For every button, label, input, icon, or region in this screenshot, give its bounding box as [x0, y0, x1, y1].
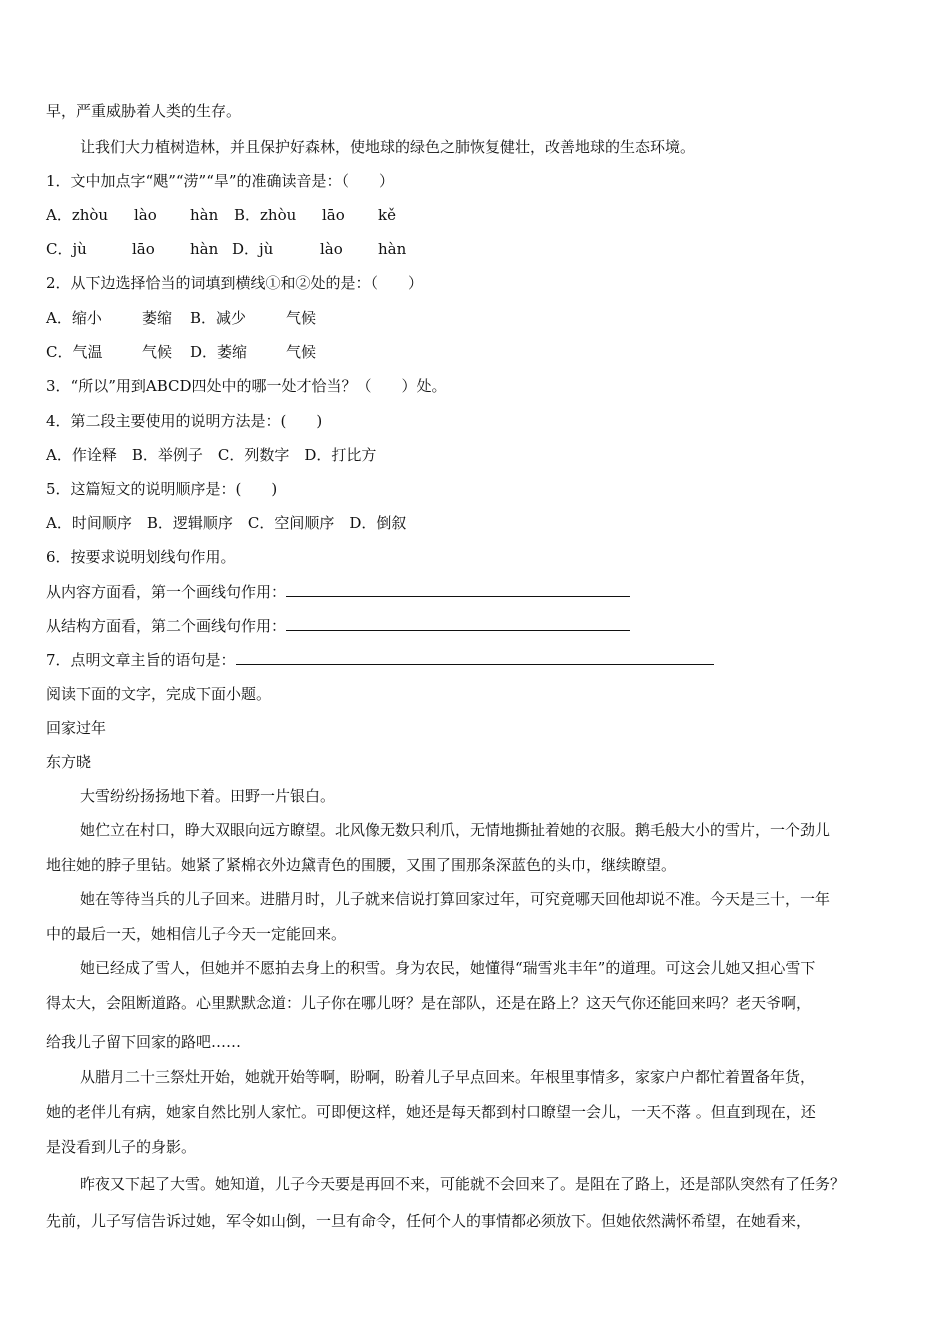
paragraph-line: 昨夜又下起了大雪。她知道，儿子今天要是再回不来，可能就不会回来了。是阻在了路上，还是部队突然有了任务？: [80, 1175, 846, 1193]
option-b: B．减少: [190, 309, 247, 327]
article-author: 东方晓: [46, 753, 92, 771]
question-4: 4．第二段主要使用的说明方法是：( ): [46, 412, 323, 430]
question-1-options-ab: [46, 205, 910, 225]
question-6-structure-label: 从结构方面看，第二个画线句作用：: [46, 617, 287, 635]
paragraph-line: 地往她的脖子里钻。她紧了紧棉衣外边黛青色的围腰，又围了围那条深蓝色的头巾，继续瞭望。: [46, 856, 677, 874]
answer-blank-6b[interactable]: [286, 616, 630, 631]
question-1-options-cd: [46, 239, 910, 259]
paragraph-line: 从腊月二十三祭灶开始，她就开始等啊，盼啊，盼着儿子早点回来。年根里事情多，家家户户都忙着置备年货，: [80, 1068, 816, 1086]
question-2-options-ab: [46, 308, 910, 328]
question-1: 1．文中加点字“飓”“涝”“旱”的准确读音是：（ ）: [46, 172, 395, 190]
paragraph-line: 中的最后一天，她相信儿子今天一定能回来。: [46, 925, 347, 943]
option-d-3: hàn: [378, 240, 407, 258]
question-3: 3．“所以”用到ABCD四处中的哪一处才恰当？（ ）处。: [46, 377, 447, 395]
question-6-content-label: 从内容方面看，第一个画线句作用：: [46, 583, 287, 601]
article-title: 回家过年: [46, 719, 107, 737]
option-a: A．缩小: [46, 309, 102, 327]
option-c: C．jù: [46, 240, 87, 258]
option-d-2: 气候: [286, 343, 317, 361]
option-d-2: lào: [320, 240, 343, 258]
paragraph-line: 让我们大力植树造林，并且保护好森林，使地球的绿色之肺恢复健壮，改善地球的生态环境。: [80, 138, 696, 156]
option-c-2: 气候: [142, 343, 173, 361]
paragraph-line: 给我儿子留下回家的路吧……: [46, 1033, 242, 1051]
paragraph-line: 大雪纷纷扬扬地下着。田野一片银白。: [80, 787, 336, 805]
question-6-content-row: [46, 582, 910, 602]
option-d: D．萎缩: [190, 343, 248, 361]
question-4-options: A．作诠释 B．举例子 C．列数字 D．打比方: [46, 446, 377, 464]
question-7-row: [46, 650, 910, 670]
paragraph-line: 她已经成了雪人，但她并不愿拍去身上的积雪。身为农民，她懂得“瑞雪兆丰年”的道理。可这会儿她又担心雪下: [80, 959, 816, 977]
option-b-2: lāo: [322, 206, 345, 224]
question-2-options-cd: [46, 342, 910, 362]
option-d: D．jù: [232, 240, 274, 258]
question-7-label: 7．点明文章主旨的语句是：: [46, 651, 236, 669]
paragraph-line: 先前，儿子写信告诉过她，军令如山倒，一旦有命令，任何个人的事情都必须放下。但她依然满怀希望，在她看来，: [46, 1212, 812, 1230]
option-a-3: hàn: [190, 206, 219, 224]
question-6-structure-row: [46, 616, 910, 636]
option-c-2: lāo: [132, 240, 155, 258]
option-c-3: hàn: [190, 240, 219, 258]
option-a-2: 萎缩: [142, 309, 173, 327]
paragraph-line: 她在等待当兵的儿子回来。进腊月时，儿子就来信说打算回家过年，可究竟哪天回他却说不准。今天是三十，一年: [80, 890, 831, 908]
option-c: C．气温: [46, 343, 103, 361]
option-a-2: lào: [134, 206, 157, 224]
answer-blank-7[interactable]: [236, 650, 714, 665]
paragraph-line: 她伫立在村口，睁大双眼向远方瞭望。北风像无数只利爪，无情地撕扯着她的衣服。鹅毛般大小的雪片，一个劲儿: [80, 821, 831, 839]
option-a: A．zhòu: [46, 206, 109, 224]
question-5: 5．这篇短文的说明顺序是：( ): [46, 480, 278, 498]
option-b-3: kě: [378, 206, 396, 224]
paragraph-line: 得太大，会阻断道路。心里默默念道：儿子你在哪儿呀？是在部队，还是在路上？这天气你还能回来吗？老天爷啊，: [46, 994, 812, 1012]
question-6: 6．按要求说明划线句作用。: [46, 548, 236, 566]
question-5-options: A．时间顺序 B．逻辑顺序 C．空间顺序 D．倒叙: [46, 514, 407, 532]
reading-instruction: 阅读下面的文字，完成下面小题。: [46, 685, 272, 703]
option-b-2: 气候: [286, 309, 317, 327]
question-2: 2．从下边选择恰当的词填到横线①和②处的是：（ ）: [46, 274, 424, 292]
option-b: B．zhòu: [234, 206, 297, 224]
paragraph-line: 是没看到儿子的身影。: [46, 1138, 197, 1156]
text-line: 早，严重威胁着人类的生存。: [46, 102, 242, 120]
paragraph-line: 她的老伴儿有病，她家自然比别人家忙。可即便这样，她还是每天都到村口瞭望一会儿，一天不落 。但直到现在，还: [46, 1103, 816, 1121]
answer-blank-6a[interactable]: [286, 582, 630, 597]
